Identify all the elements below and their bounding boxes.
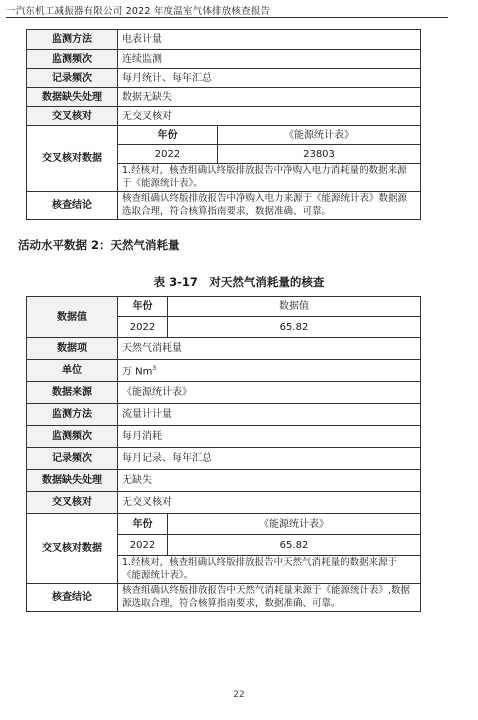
year-header: 年份 <box>118 126 218 145</box>
row-label: 数据值 <box>27 297 118 338</box>
row-label: 单位 <box>27 360 118 382</box>
row-label: 数据缺失处理 <box>27 88 118 107</box>
source-header: 《能源统计表》 <box>218 126 421 145</box>
source-header: 《能源统计表》 <box>168 514 421 535</box>
row-label: 数据缺失处理 <box>27 470 118 492</box>
header-divider <box>6 17 448 18</box>
row-value: 连续监测 <box>118 50 421 69</box>
row-value: 数据无缺失 <box>118 88 421 107</box>
cross-check-note: 1.经核对，核查组确认终版排放报告中天然气消耗量的数据来源于《能源统计表》。 <box>118 556 421 584</box>
row-label: 交叉核对 <box>27 107 118 126</box>
value-cell: 65.82 <box>168 535 421 556</box>
row-label: 核查结论 <box>27 192 118 220</box>
page-number: 22 <box>233 690 245 700</box>
row-label: 交叉核对数据 <box>27 514 118 584</box>
row-value: 天然气消耗量 <box>118 338 421 360</box>
section-title: 活动水平数据 2：天然气消耗量 <box>18 238 180 252</box>
year-header: 年份 <box>118 297 168 317</box>
row-value: 《能源统计表》 <box>118 382 421 404</box>
row-label: 数据来源 <box>27 382 118 404</box>
row-value: 无交叉核对 <box>118 492 421 514</box>
row-label: 记录频次 <box>27 448 118 470</box>
value-cell: 23803 <box>218 145 421 164</box>
row-label: 监测频次 <box>27 50 118 69</box>
year-cell: 2022 <box>118 317 168 338</box>
value-header: 数据值 <box>168 297 421 317</box>
unit-text: 万 Nm <box>122 366 153 378</box>
table-caption: 表 3-17 对天然气消耗量的核查 <box>153 275 325 289</box>
conclusion-text: 核查组确认终版排放报告中天然气消耗量来源于《能源统计表》,数据源选取合理，符合核算指南要求，数据准确、可靠。 <box>118 584 421 612</box>
row-value: 每月记录、每年汇总 <box>118 448 421 470</box>
natural-gas-table <box>26 296 421 612</box>
row-label: 监测方法 <box>27 30 118 50</box>
row-label: 监测方法 <box>27 404 118 426</box>
conclusion-text: 核查组确认终版排放报告中净购入电力来源于《能源统计表》数据源选取合理，符合核算指南要求，数据准确、可靠。 <box>118 192 421 220</box>
row-value: 无交叉核对 <box>118 107 421 126</box>
page-header: 一汽东机工减振器有限公司 2022 年度温室气体排放核查报告 <box>6 6 271 17</box>
row-value: 流量计计量 <box>118 404 421 426</box>
unit-superscript: 3 <box>152 365 157 373</box>
row-label: 交叉核对数据 <box>27 126 118 192</box>
row-value: 每月消耗 <box>118 426 421 448</box>
electricity-table <box>26 29 421 220</box>
year-cell: 2022 <box>118 535 168 556</box>
row-value: 每月统计、每年汇总 <box>118 69 421 88</box>
row-label: 数据项 <box>27 338 118 360</box>
year-cell: 2022 <box>118 145 218 164</box>
row-value: 无缺失 <box>118 470 421 492</box>
cross-check-note: 1.经核对，核查组确认终版排放报告中净购入电力消耗量的数据来源于《能源统计表》。 <box>118 164 421 192</box>
row-label: 交叉核对 <box>27 492 118 514</box>
unit-value <box>118 360 421 382</box>
row-label: 监测频次 <box>27 426 118 448</box>
row-value: 电表计量 <box>118 30 421 50</box>
year-header: 年份 <box>118 514 168 535</box>
value-cell: 65.82 <box>168 317 421 338</box>
row-label: 记录频次 <box>27 69 118 88</box>
row-label: 核查结论 <box>27 584 118 612</box>
